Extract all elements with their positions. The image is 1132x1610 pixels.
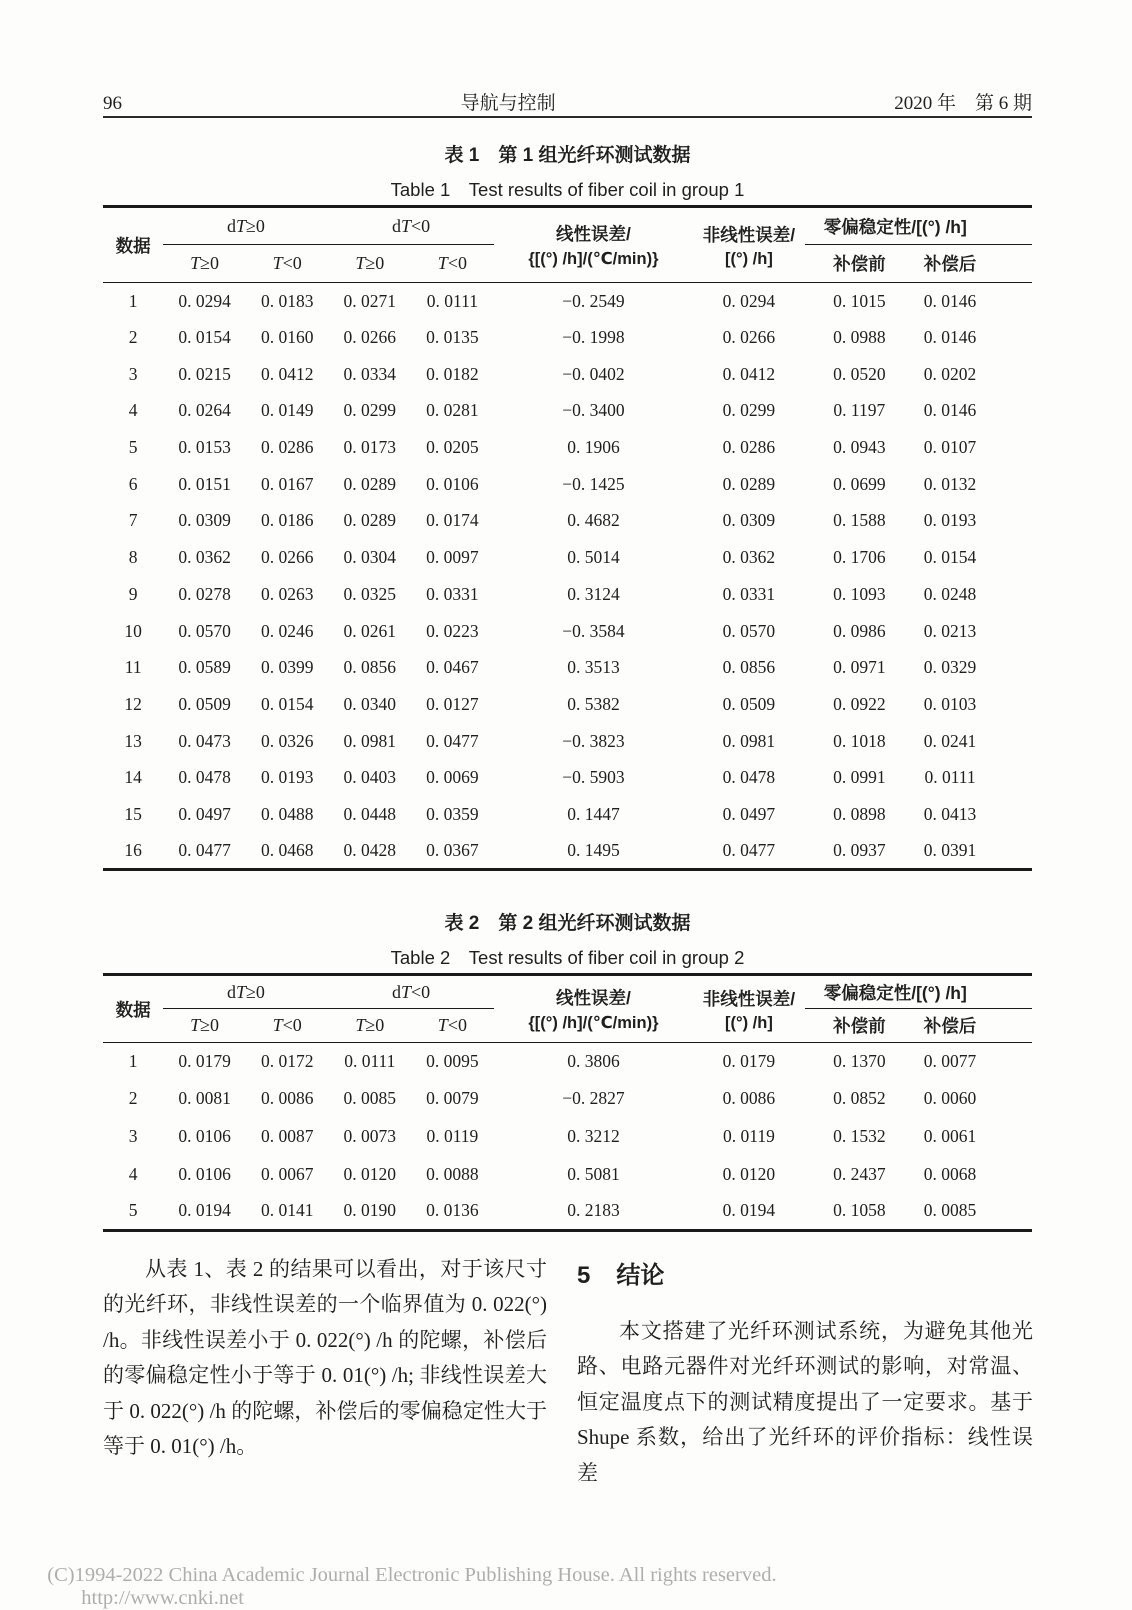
data-cell: 0. 0264 — [178, 400, 231, 421]
data-cell: −0. 1425 — [562, 473, 625, 494]
data-cell: 0. 1532 — [833, 1125, 886, 1146]
data-cell: 0. 0146 — [923, 327, 977, 348]
subcol-after-comp: 补偿后 — [914, 1009, 1032, 1043]
table1-caption-en: Table 1 Test results of fiber coil in group 1 — [390, 179, 745, 200]
data-cell: 0. 0263 — [260, 583, 314, 604]
table-row — [103, 796, 1032, 833]
data-cell: 0. 0241 — [923, 730, 977, 751]
data-cell: −0. 3400 — [562, 400, 625, 421]
data-cell: 0. 0087 — [260, 1125, 314, 1146]
section-title: 结论 — [616, 1262, 665, 1289]
table-row — [103, 1155, 1032, 1193]
table-row — [103, 1043, 1032, 1081]
data-cell: 0. 0473 — [178, 730, 231, 751]
data-cell: 0. 0194 — [722, 1200, 776, 1221]
data-cell: 0. 0111 — [426, 290, 478, 311]
data-cell: 0. 0359 — [426, 803, 479, 824]
data-cell: 0. 3212 — [567, 1125, 620, 1146]
data-cell: 0. 5014 — [567, 547, 620, 568]
data-cell: 0. 0852 — [833, 1088, 886, 1109]
data-cell: 0. 0477 — [178, 839, 231, 860]
data-cell: 0. 0073 — [343, 1125, 397, 1146]
data-cell: 0. 0326 — [260, 730, 314, 751]
data-cell: 0. 0103 — [923, 693, 977, 714]
table2 — [103, 973, 1032, 1232]
data-cell: 0. 0403 — [343, 767, 397, 788]
data-cell: 0. 0971 — [833, 657, 886, 678]
data-cell: 0. 0067 — [260, 1163, 314, 1184]
data-cell: 0. 0399 — [260, 657, 314, 678]
data-cell: 0. 0497 — [722, 803, 776, 824]
data-cell: 0. 0329 — [923, 657, 977, 678]
data-cell: 0. 0086 — [722, 1088, 776, 1109]
data-cell: 0. 1058 — [833, 1200, 886, 1221]
table-row — [103, 576, 1032, 613]
data-cell: 0. 2437 — [833, 1163, 886, 1184]
cnki-url: http://www.cnki.net — [81, 1587, 244, 1609]
data-cell: 0. 1370 — [833, 1051, 886, 1072]
data-cell: 0. 0088 — [426, 1163, 479, 1184]
data-cell: 0. 1197 — [833, 400, 886, 421]
data-cell: 0. 2183 — [567, 1200, 620, 1221]
table-row — [103, 319, 1032, 356]
data-cell: 0. 0179 — [722, 1051, 776, 1072]
data-cell: 0. 0340 — [343, 693, 397, 714]
table-row — [103, 466, 1032, 503]
col-header-linear-error: 线性误差/ {[(°) /h]/(℃/min)} — [494, 975, 694, 1043]
data-cell: 0. 0190 — [343, 1200, 397, 1221]
data-cell: 0. 0077 — [923, 1051, 977, 1072]
data-cell: 0. 0266 — [722, 327, 776, 348]
data-cell: 0. 0172 — [260, 1051, 314, 1072]
data-cell: 0. 0309 — [178, 510, 231, 531]
data-cell: 0. 0281 — [426, 400, 479, 421]
row-index: 7 — [128, 510, 138, 531]
row-index: 1 — [128, 1051, 138, 1072]
data-cell: 0. 0286 — [260, 437, 314, 458]
data-cell: 0. 0081 — [178, 1088, 231, 1109]
data-cell: 0. 1706 — [833, 547, 886, 568]
data-cell: 0. 0937 — [833, 839, 886, 860]
data-cell: 0. 0151 — [178, 473, 231, 494]
table2-caption-en: Table 2 Test results of fiber coil in group 2 — [390, 947, 745, 968]
data-cell: 0. 0477 — [426, 730, 479, 751]
data-cell: 0. 0086 — [260, 1088, 314, 1109]
table-row — [103, 539, 1032, 576]
row-index: 3 — [128, 1125, 138, 1146]
data-cell: 0. 0154 — [178, 327, 231, 348]
data-cell: 0. 0179 — [178, 1051, 231, 1072]
data-cell: 0. 0167 — [260, 473, 314, 494]
table1-caption-zh: 表 1 第 1 组光纤环测试数据 — [444, 145, 691, 166]
data-cell: 0. 0981 — [343, 730, 397, 751]
data-cell: 0. 0413 — [923, 803, 977, 824]
data-cell: 0. 3124 — [567, 583, 620, 604]
data-cell: 0. 0106 — [178, 1163, 231, 1184]
table-row — [103, 723, 1032, 760]
data-cell: 0. 0120 — [343, 1163, 397, 1184]
table-row — [103, 613, 1032, 650]
data-cell: 0. 0448 — [343, 803, 397, 824]
data-cell: 0. 0205 — [426, 437, 479, 458]
subcol-t-lt: T<0 — [246, 1009, 329, 1043]
data-cell: 0. 0127 — [426, 693, 479, 714]
data-cell: 0. 0278 — [178, 583, 231, 604]
left-text-column — [103, 1252, 547, 1464]
subcol-t-ge: T≥0 — [329, 245, 412, 283]
data-cell: 0. 0286 — [722, 437, 776, 458]
col-header-dt-lt: dT<0 — [329, 975, 494, 1009]
table-row — [103, 503, 1032, 540]
col-header-dt-ge: dT≥0 — [163, 207, 328, 245]
data-cell: 0. 0991 — [833, 767, 886, 788]
data-cell: 0. 0215 — [178, 363, 231, 384]
data-cell: 0. 0068 — [923, 1163, 977, 1184]
data-cell: 0. 0106 — [426, 473, 479, 494]
col-header-nonlinear-error: 非线性误差/ [(°) /h] — [693, 207, 804, 283]
data-cell: 0. 0154 — [260, 693, 314, 714]
copyright-text: (C)1994-2022 China Academic Journal Electronic Publishing House. All rights reserved. — [47, 1564, 777, 1586]
data-cell: 0. 0294 — [178, 290, 231, 311]
data-cell: 0. 0061 — [923, 1125, 977, 1146]
table1 — [103, 205, 1032, 871]
subcol-t-ge: T≥0 — [329, 1009, 412, 1043]
data-cell: −0. 2549 — [562, 290, 625, 311]
data-cell: 0. 0186 — [260, 510, 314, 531]
row-index: 6 — [128, 473, 138, 494]
data-cell: 0. 0107 — [923, 437, 977, 458]
data-cell: 0. 0174 — [426, 510, 479, 531]
data-cell: 0. 0135 — [426, 327, 479, 348]
row-index: 15 — [124, 803, 142, 824]
data-cell: 0. 0289 — [722, 473, 776, 494]
data-cell: 0. 0183 — [260, 290, 314, 311]
data-cell: 0. 0428 — [343, 839, 397, 860]
data-cell: 0. 0085 — [343, 1088, 397, 1109]
row-index: 8 — [128, 547, 138, 568]
section-number: 5 — [577, 1262, 591, 1289]
data-cell: 0. 0095 — [426, 1051, 479, 1072]
data-cell: 0. 0132 — [923, 473, 977, 494]
data-cell: 0. 0331 — [426, 583, 479, 604]
data-cell: 0. 0173 — [343, 437, 397, 458]
data-cell: 0. 0060 — [923, 1088, 977, 1109]
col-header-data: 数据 — [103, 207, 163, 283]
row-index: 3 — [128, 363, 138, 384]
data-cell: 0. 0248 — [923, 583, 977, 604]
issue-info: 2020 年 第 6 期 — [894, 93, 1032, 114]
data-cell: 0. 0570 — [178, 620, 231, 641]
table2-body — [103, 1043, 1032, 1231]
data-cell: 0. 1093 — [833, 583, 886, 604]
data-cell: 0. 0856 — [722, 657, 776, 678]
row-index: 2 — [128, 327, 138, 348]
table-row — [103, 1193, 1032, 1231]
row-index: 4 — [128, 1163, 138, 1184]
data-cell: 0. 0325 — [343, 583, 397, 604]
data-cell: 0. 0246 — [260, 620, 314, 641]
data-cell: 0. 5081 — [567, 1163, 620, 1184]
row-index: 1 — [128, 290, 138, 311]
data-cell: 0. 0271 — [343, 290, 397, 311]
data-cell: 0. 0497 — [178, 803, 231, 824]
data-cell: 0. 0299 — [343, 400, 397, 421]
data-cell: 0. 0309 — [722, 510, 776, 531]
col-header-linear-error: 线性误差/ {[(°) /h]/(℃/min)} — [494, 207, 694, 283]
data-cell: 0. 0193 — [923, 510, 977, 531]
data-cell: 0. 0981 — [722, 730, 776, 751]
row-index: 5 — [128, 437, 138, 458]
table-row — [103, 686, 1032, 723]
data-cell: 0. 0111 — [344, 1051, 396, 1072]
table-row — [103, 393, 1032, 430]
data-cell: 0. 0079 — [426, 1088, 479, 1109]
data-cell: 0. 1906 — [567, 437, 620, 458]
col-header-dt-lt: dT<0 — [329, 207, 494, 245]
data-cell: 0. 0193 — [260, 767, 314, 788]
subcol-before-comp: 补偿前 — [805, 1009, 915, 1043]
subcol-t-lt: T<0 — [411, 1009, 494, 1043]
row-index: 12 — [124, 693, 142, 714]
conclusion-paragraph: 本文搭建了光纤环测试系统，为避免其他光路、电路元器件对光纤环测试的影响，对常温、恒定温度点下的测试精度提出了一定要求。基于 Shupe 系数，给出了光纤环的评价指标：线性误差 — [577, 1319, 1033, 1485]
data-cell: 0. 0069 — [426, 767, 479, 788]
header-rule — [103, 116, 1032, 118]
row-index: 2 — [128, 1088, 138, 1109]
subcol-t-ge: T≥0 — [163, 1009, 246, 1043]
col-header-nonlinear-error: 非线性误差/ [(°) /h] — [693, 975, 804, 1043]
data-cell: 0. 5382 — [567, 693, 620, 714]
data-cell: 0. 0412 — [722, 363, 776, 384]
col-header-bias-stability: 零偏稳定性/[(°) /h] — [805, 207, 1032, 245]
data-cell: 0. 0922 — [833, 693, 886, 714]
data-cell: 0. 0334 — [343, 363, 397, 384]
data-cell: 0. 0294 — [722, 290, 776, 311]
discussion-paragraph: 从表 1、表 2 的结果可以看出，对于该尺寸的光纤环，非线性误差的一个临界值为 0. 022(°) /h。非线性误差小于 0. 022(°) /h 的陀螺，补偿后的零偏稳定性小于等于 0. 01(°) /h; 非线性误差大于 0. 022(°) /h 的陀螺，补偿后的零偏稳定性大于等于 0. 01(°) /h。 — [103, 1257, 547, 1459]
data-cell: 0. 0141 — [260, 1200, 314, 1221]
data-cell: 0. 0478 — [178, 767, 231, 788]
data-cell: 0. 0898 — [833, 803, 886, 824]
subcol-t-lt: T<0 — [246, 245, 329, 283]
table-row — [103, 759, 1032, 796]
right-text-column — [577, 1252, 1033, 1491]
data-cell: 0. 4682 — [567, 510, 620, 531]
data-cell: 0. 0856 — [343, 657, 397, 678]
row-index: 10 — [124, 620, 142, 641]
data-cell: 0. 0488 — [260, 803, 314, 824]
data-cell: 0. 0988 — [833, 327, 886, 348]
data-cell: 0. 0986 — [833, 620, 886, 641]
data-cell: 0. 0570 — [722, 620, 776, 641]
data-cell: 0. 0478 — [722, 767, 776, 788]
page-number: 96 — [103, 93, 122, 114]
row-index: 13 — [124, 730, 142, 751]
data-cell: 0. 0589 — [178, 657, 231, 678]
data-cell: 0. 0362 — [178, 547, 231, 568]
data-cell: 0. 0194 — [178, 1200, 231, 1221]
running-head — [103, 88, 1032, 115]
data-cell: 0. 1015 — [833, 290, 886, 311]
data-cell: 0. 0331 — [722, 583, 776, 604]
data-cell: 0. 0136 — [426, 1200, 479, 1221]
data-cell: 0. 1018 — [833, 730, 886, 751]
data-cell: 0. 0120 — [722, 1163, 776, 1184]
section-heading — [577, 1262, 1033, 1290]
data-cell: 0. 0509 — [722, 693, 776, 714]
data-cell: 0. 0149 — [260, 400, 314, 421]
col-header-data: 数据 — [103, 975, 163, 1043]
data-cell: 0. 1447 — [567, 803, 620, 824]
table-row — [103, 1080, 1032, 1118]
journal-title: 导航与控制 — [460, 93, 556, 114]
row-index: 5 — [128, 1200, 138, 1221]
table-row — [103, 1118, 1032, 1156]
data-cell: 0. 0367 — [426, 839, 479, 860]
data-cell: 0. 0146 — [923, 290, 977, 311]
data-cell: 0. 0520 — [833, 363, 886, 384]
data-cell: 0. 3513 — [567, 657, 620, 678]
data-cell: 0. 0289 — [343, 473, 397, 494]
table1-caption — [103, 140, 1032, 202]
table2-caption-zh: 表 2 第 2 组光纤环测试数据 — [444, 913, 691, 934]
subcol-before-comp: 补偿前 — [805, 245, 915, 283]
col-header-dt-ge: dT≥0 — [163, 975, 328, 1009]
data-cell: −0. 3823 — [562, 730, 625, 751]
data-cell: 0. 0261 — [343, 620, 397, 641]
table-row — [103, 833, 1032, 870]
col-header-bias-stability: 零偏稳定性/[(°) /h] — [805, 975, 1032, 1009]
table2-caption — [103, 908, 1032, 970]
data-cell: 0. 0304 — [343, 547, 397, 568]
data-cell: 0. 0467 — [426, 657, 479, 678]
data-cell: 0. 3806 — [567, 1051, 620, 1072]
data-cell: −0. 5903 — [562, 767, 625, 788]
data-cell: 0. 0943 — [833, 437, 886, 458]
data-cell: 0. 0213 — [923, 620, 977, 641]
data-cell: 0. 0153 — [178, 437, 231, 458]
data-cell: 0. 0223 — [426, 620, 479, 641]
data-cell: 0. 0289 — [343, 510, 397, 531]
data-cell: 0. 0468 — [260, 839, 314, 860]
data-cell: 0. 0154 — [923, 547, 977, 568]
data-cell: 0. 0146 — [923, 400, 977, 421]
data-cell: 0. 0202 — [923, 363, 977, 384]
data-cell: 0. 0182 — [426, 363, 479, 384]
row-index: 11 — [124, 657, 142, 678]
data-cell: 0. 0699 — [833, 473, 886, 494]
data-cell: 0. 0362 — [722, 547, 776, 568]
data-cell: 0. 0111 — [924, 767, 976, 788]
data-cell: 0. 0266 — [260, 547, 314, 568]
data-cell: −0. 0402 — [562, 363, 625, 384]
data-cell: 0. 0391 — [923, 839, 977, 860]
subcol-t-lt: T<0 — [411, 245, 494, 283]
row-index: 4 — [128, 400, 138, 421]
data-cell: 0. 0412 — [260, 363, 314, 384]
table-row — [103, 356, 1032, 393]
table1-body — [103, 283, 1032, 870]
table-row — [103, 649, 1032, 686]
data-cell: −0. 1998 — [562, 327, 625, 348]
data-cell: 0. 0106 — [178, 1125, 231, 1146]
subcol-after-comp: 补偿后 — [914, 245, 1032, 283]
data-cell: 0. 0477 — [722, 839, 776, 860]
data-cell: 0. 0299 — [722, 400, 776, 421]
data-cell: 0. 0097 — [426, 547, 479, 568]
data-cell: 0. 1495 — [567, 839, 620, 860]
data-cell: 0. 0119 — [426, 1125, 479, 1146]
data-cell: 0. 0160 — [260, 327, 314, 348]
data-cell: 0. 0119 — [722, 1125, 775, 1146]
subcol-t-ge: T≥0 — [163, 245, 246, 283]
table-row — [103, 429, 1032, 466]
data-cell: −0. 3584 — [562, 620, 625, 641]
row-index: 14 — [124, 767, 142, 788]
data-cell: 0. 0266 — [343, 327, 397, 348]
row-index: 16 — [124, 839, 142, 860]
data-cell: 0. 0509 — [178, 693, 231, 714]
data-cell: 0. 0085 — [923, 1200, 977, 1221]
data-cell: −0. 2827 — [562, 1088, 625, 1109]
table-row — [103, 283, 1032, 320]
data-cell: 0. 1588 — [833, 510, 886, 531]
row-index: 9 — [128, 583, 138, 604]
